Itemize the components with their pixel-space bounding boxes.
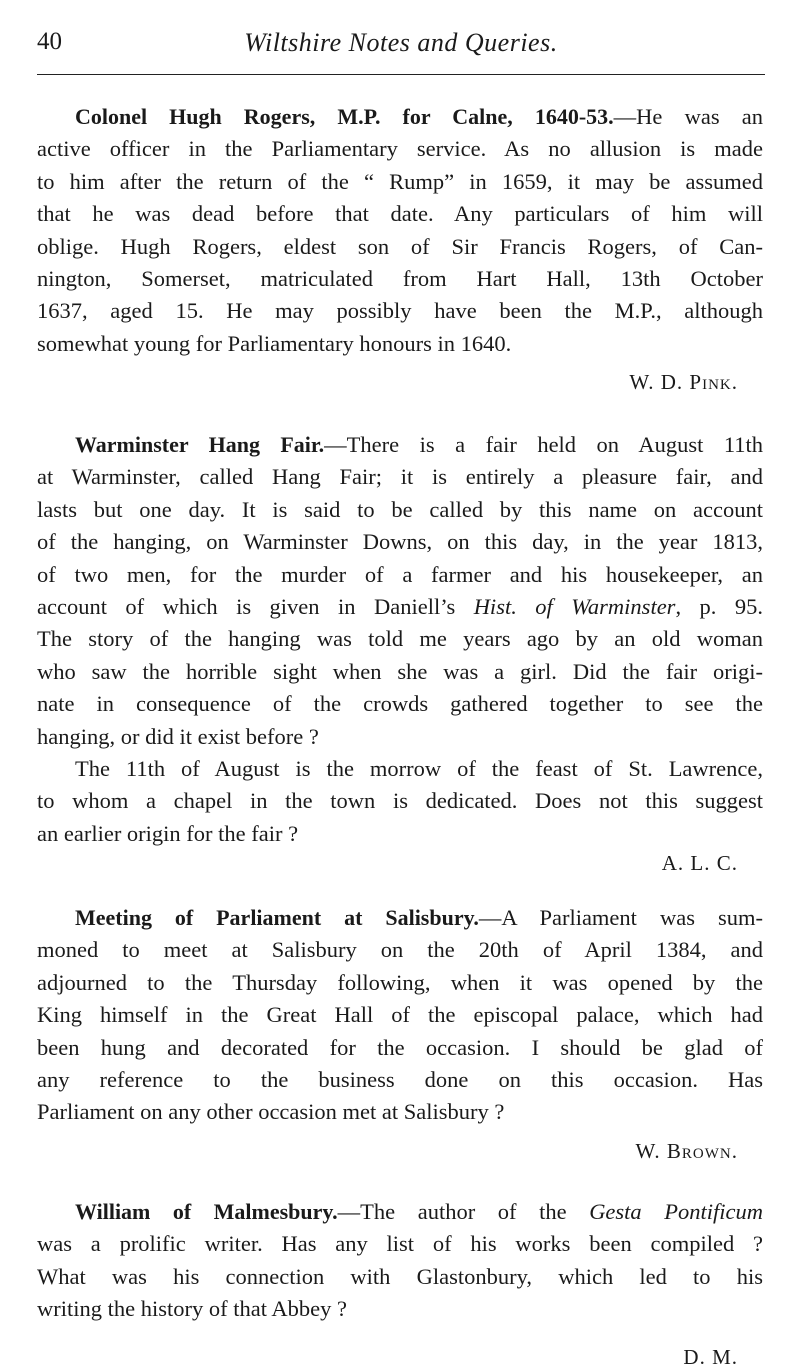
text-line: What was his connection with Glastonbury, which led to his xyxy=(37,1263,763,1289)
text-line: hanging, or did it exist before ? xyxy=(37,723,319,749)
running-title: Wiltshire Notes and Queries. xyxy=(244,28,558,57)
text-line: The 11th of August is the morrow of the feast of St. Lawrence, xyxy=(75,755,763,781)
text-line: was a prolific writer. Has any list of his works been compiled ? xyxy=(37,1231,763,1257)
text-line: writing the history of that Abbey ? xyxy=(37,1296,347,1322)
article-heading: Meeting of Parliament at Salisbury. xyxy=(75,905,479,930)
signature: W. Brown. xyxy=(635,1139,738,1163)
article-heading: Colonel Hugh Rogers, M.P. for Calne, 1640-53. xyxy=(75,104,614,129)
text-line: been hung and decorated for the occasion. I should be glad of xyxy=(37,1034,763,1060)
signature: A. L. C. xyxy=(661,851,738,875)
text-line: The story of the hanging was told me years ago by an old woman xyxy=(37,626,763,652)
text-line: moned to meet at Salisbury on the 20th of April 1384, and xyxy=(37,937,763,963)
text-line: that he was dead before that date. Any particulars of him will xyxy=(37,201,763,227)
article-heading: Warminster Hang Fair. xyxy=(75,432,325,457)
text-line: somewhat young for Parliamentary honours in 1640. xyxy=(37,330,512,356)
text-line: of the hanging, on Warminster Downs, on this day, in the year 1813, xyxy=(37,529,763,555)
text-run: , p. 95. xyxy=(675,593,763,619)
text-line: nate in consequence of the crowds gathered together to see the xyxy=(37,691,763,717)
text-line: lasts but one day. It is said to be called by this name on account xyxy=(37,496,763,522)
text-line xyxy=(37,591,763,623)
running-header xyxy=(37,28,765,68)
text-line: any reference to the business done on this occasion. Has xyxy=(37,1066,763,1092)
text-line: to him after the return of the “ Rump” in 1659, it may be assumed xyxy=(37,168,763,194)
text-line: adjourned to the Thursday following, when it was opened by the xyxy=(37,969,763,995)
text-line: of two men, for the murder of a farmer and his housekeeper, an xyxy=(37,561,763,587)
article-warminster-hang-fair xyxy=(37,429,763,850)
text-line: to whom a chapel in the town is dedicated. Does not this suggest xyxy=(37,788,763,814)
article-parliament-salisbury xyxy=(37,902,763,1129)
text-line: Parliament on any other occasion met at Salisbury ? xyxy=(37,1099,505,1125)
text-line: who saw the horrible sight when she was a girl. Did the fair origi- xyxy=(37,658,763,684)
text-run: —The author of the xyxy=(337,1199,590,1224)
text-line xyxy=(37,429,763,461)
article-heading: William of Malmesbury. xyxy=(75,1199,338,1224)
text-run: —He was an xyxy=(613,104,763,129)
header-rule xyxy=(37,74,765,75)
text-run: —A Parliament was sum- xyxy=(478,905,763,930)
text-line: King himself in the Great Hall of the episcopal palace, which had xyxy=(37,1002,763,1028)
text-line xyxy=(37,101,763,133)
text-line: an earlier origin for the fair ? xyxy=(37,820,299,846)
italic-title: Gesta Pontificum xyxy=(589,1199,763,1224)
signature: D. M. xyxy=(683,1345,738,1369)
article-hugh-rogers xyxy=(37,101,763,360)
page-number: 40 xyxy=(37,28,62,55)
italic-title: Hist. of Warminster xyxy=(473,593,676,619)
text-line: oblige. Hugh Rogers, eldest son of Sir Francis Rogers, of Can- xyxy=(37,233,763,259)
text-line xyxy=(37,1196,763,1228)
text-line: nington, Somerset, matriculated from Hart Hall, 13th October xyxy=(37,265,763,291)
text-run: account of which is given in Daniell’s xyxy=(37,593,474,619)
signature: W. D. Pink. xyxy=(629,370,738,394)
text-run: —There is a fair held on August 11th xyxy=(324,432,763,457)
text-line: 1637, aged 15. He may possibly have been the M.P., although xyxy=(37,298,763,324)
text-line: active officer in the Parliamentary service. As no allusion is made xyxy=(37,136,763,162)
article-william-of-malmesbury xyxy=(37,1196,763,1326)
text-line xyxy=(37,902,763,934)
text-line: at Warminster, called Hang Fair; it is entirely a pleasure fair, and xyxy=(37,464,763,490)
